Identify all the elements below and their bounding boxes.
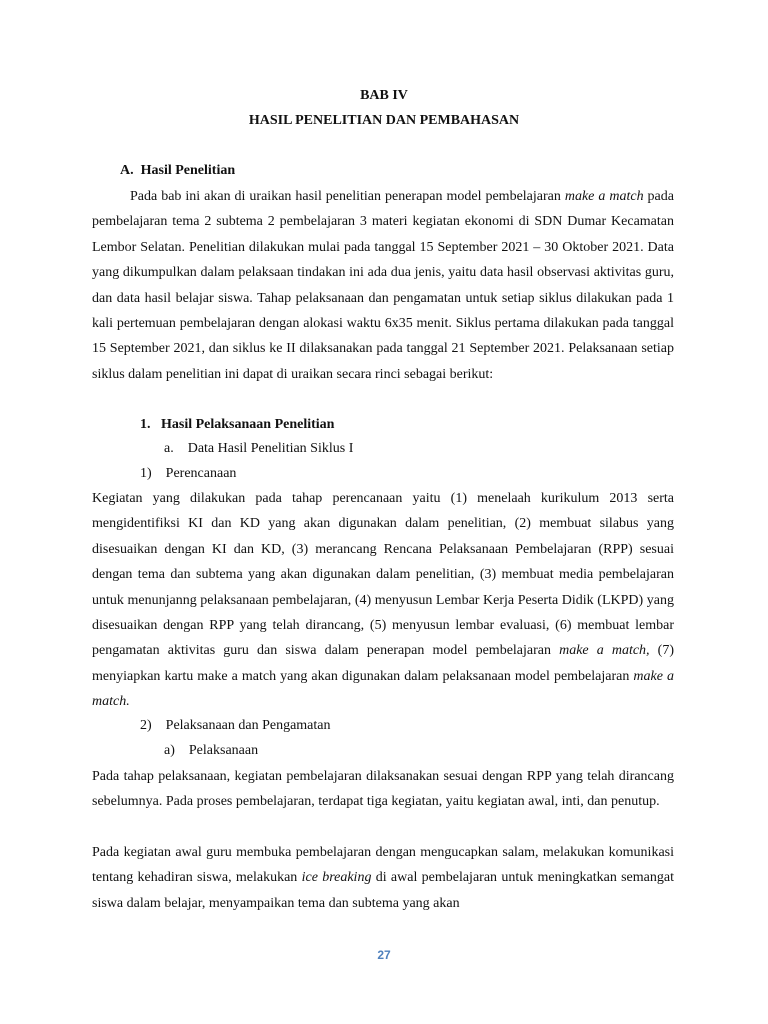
item-marker: 2) bbox=[140, 718, 152, 733]
perencanaan-text-1: Kegiatan yang dilakukan pada tahap perencanaan yaitu (1) menelaah kurikulum 2013 serta mengidentifiksi KI dan KD yang akan digunakan dalam penelitian, (2) membuat silabus yang disesuaikan dengan KI dan KD, (3) merancang Rencana Pelaksanaan Pembelajaran (RPP) sesuai dengan tema dan subtema yang akan digunakan dalam penelitian, (3) membuat media pembelajaran untuk menunjanng pelaksanaan pembelajaran, (4) menyusun Lembar Kerja Peserta Didik (LKPD) yang disesuaikan dengan RPP yang telah dirancang, (5) menyusun lembar evaluasi, (6) membuat lembar pengamatan aktivitas guru dan siswa dalam penerapan model pembelajaran bbox=[92, 491, 674, 659]
chapter-title: HASIL PENELITIAN DAN PEMBAHASAN bbox=[248, 113, 520, 128]
item-marker: a) bbox=[164, 743, 175, 758]
item-text: Data Hasil Penelitian Siklus I bbox=[187, 441, 354, 456]
perencanaan-italic-1: make a match, bbox=[559, 643, 650, 659]
item-marker: 1) bbox=[140, 466, 152, 481]
section-title: Hasil Penelitian bbox=[140, 163, 236, 178]
subsection-marker: 1. bbox=[140, 417, 151, 432]
section-marker: A. bbox=[120, 163, 134, 178]
item-pelaksanaan-pengamatan bbox=[140, 713, 331, 738]
intro-text-1: Pada bab ini akan di uraikan hasil penelitian penerapan model pembelajaran bbox=[130, 189, 565, 204]
item-text: Perencanaan bbox=[165, 466, 237, 481]
kegiatan-awal-text-2: di awal pembelajaran untuk meningkatkan semangat siswa dalam belajar, menyampaikan tema dan subtema yang akan bbox=[92, 870, 674, 911]
item-pelaksanaan bbox=[164, 738, 258, 763]
item-marker: a. bbox=[164, 441, 174, 456]
intro-paragraph bbox=[92, 184, 674, 387]
perencanaan-italic-2: make a match. bbox=[92, 668, 674, 710]
subsection-1a bbox=[164, 436, 353, 461]
subsection-title: Hasil Pelaksanaan Penelitian bbox=[161, 417, 335, 432]
pelaksanaan-text: Pada tahap pelaksanaan, kegiatan pembelajaran dilaksanakan sesuai dengan RPP yang telah dirancang sebelumnya. Pada proses pembelajaran, terdapat tiga kegiatan, yaitu kegiatan awal, inti, dan penutup. bbox=[92, 769, 674, 810]
section-heading-a bbox=[120, 163, 235, 179]
page-number: 27 bbox=[377, 948, 391, 962]
perencanaan-paragraph bbox=[92, 486, 674, 715]
intro-italic: make a match bbox=[564, 189, 644, 204]
subsection-heading-1 bbox=[140, 412, 334, 437]
item-text: Pelaksanaan bbox=[188, 743, 259, 758]
item-perencanaan bbox=[140, 461, 236, 486]
kegiatan-awal-text-1: Pada kegiatan awal guru membuka pembelajaran dengan mengucapkan salam, melakukan komunikasi tentang kehadiran siswa, melakukan bbox=[92, 845, 674, 886]
kegiatan-awal-paragraph bbox=[92, 840, 674, 916]
chapter-label: BAB IV bbox=[360, 88, 408, 103]
intro-text-2: pada pembelajaran tema 2 subtema 2 pembelajaran 3 materi kegiatan ekonomi di SDN Dumar Kecamatan Lembor Selatan. Penelitian dilakukan mulai pada tanggal 15 September 2021 – 30 Oktober 2021. Data yang dikumpulkan dalam pelaksaan tindakan ini ada dua jenis, yaitu data hasil observasi aktivitas guru, dan data hasil belajar siswa. Tahap pelaksanaan dan pengamatan untuk setiap siklus dilakukan pada 1 kali pertemuan pembelajaran dengan alokasi waktu 6x35 menit. Siklus pertama dilakukan pada tanggal 15 September 2021, dan siklus ke II dilaksanakan pada tanggal 21 September 2021. Pelaksanaan setiap siklus dalam penelitian ini dapat di uraikan secara rinci sebagai berikut: bbox=[92, 189, 674, 382]
item-text: Pelaksanaan dan Pengamatan bbox=[165, 718, 331, 733]
kegiatan-awal-italic: ice breaking bbox=[301, 870, 372, 886]
pelaksanaan-paragraph bbox=[92, 764, 674, 815]
perencanaan-text-2: (7) menyiapkan kartu make a match yang akan digunakan dalam pelaksanaan model pembelajaran bbox=[92, 643, 674, 684]
